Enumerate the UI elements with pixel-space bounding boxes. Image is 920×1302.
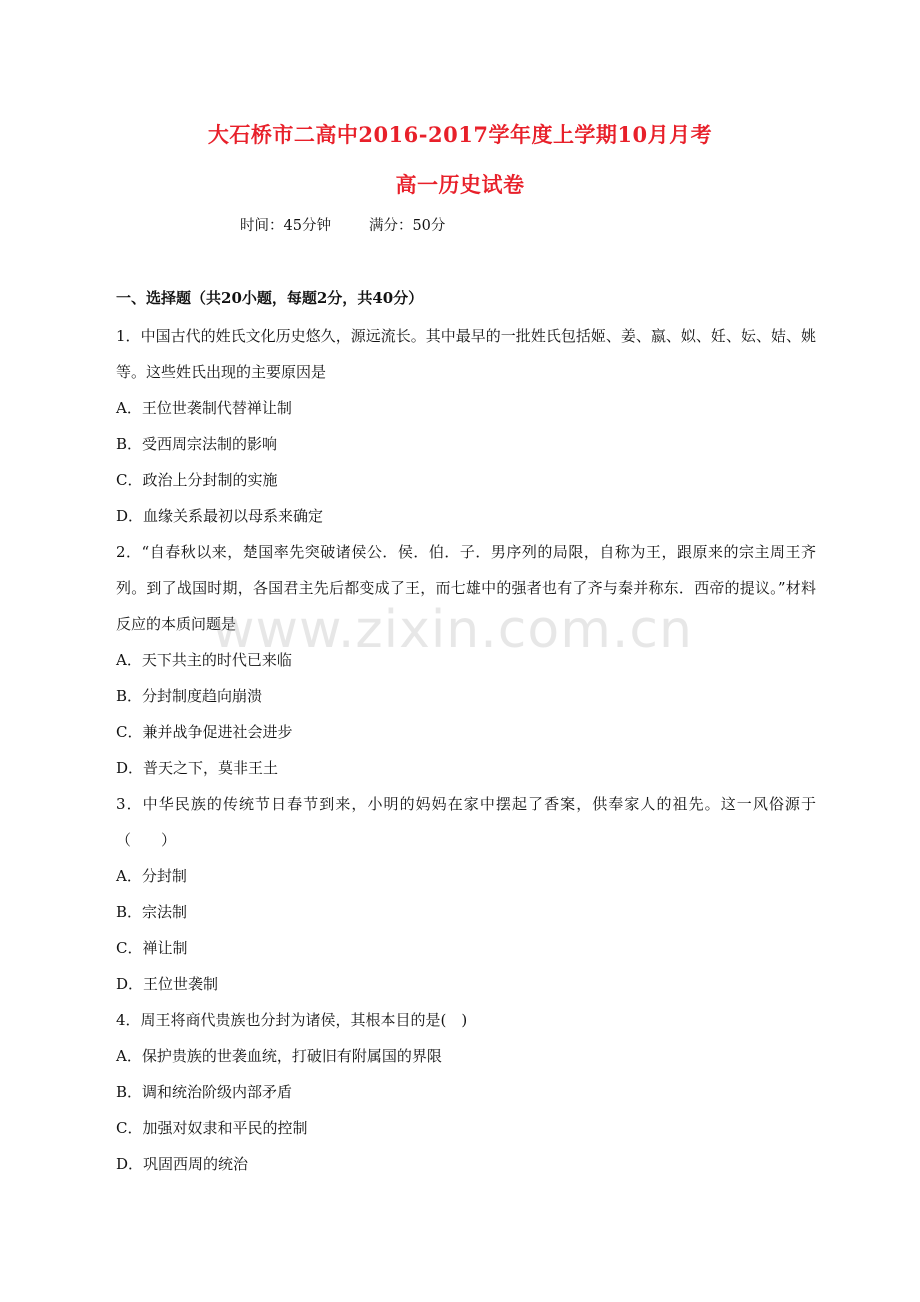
option-b: B．调和统治阶级内部矛盾 (116, 1083, 293, 1101)
question-stem: 4．周王将商代贵族也分封为诸侯，其根本目的是( ) (116, 1011, 468, 1029)
question-1 (116, 318, 816, 534)
option-d: D．巩固西周的统治 (116, 1155, 249, 1173)
exam-score: 满分：50分 (368, 218, 446, 234)
option-c: C．禅让制 (116, 939, 188, 957)
exam-subtitle: 高一历史试卷 (395, 172, 525, 197)
option-b: B．分封制度趋向崩溃 (116, 687, 263, 705)
option-d: D．血缘关系最初以母系来确定 (116, 507, 324, 525)
questions-list (116, 318, 816, 1182)
option-b: B．受西周宗法制的影响 (116, 435, 278, 453)
question-stem: 3．中华民族的传统节日春节到来，小明的妈妈在家中摆起了香案，供奉家人的祖先。这一风俗源于（ ） (116, 795, 816, 849)
exam-meta (240, 214, 445, 235)
option-d: D．王位世袭制 (116, 975, 219, 993)
option-b: B．宗法制 (116, 903, 188, 921)
question-2 (116, 534, 816, 786)
question-4 (116, 1002, 816, 1182)
exam-time: 时间：45分钟 (240, 218, 331, 234)
option-c: C．兼并战争促进社会进步 (116, 723, 293, 741)
exam-title: 大石桥市二高中2016-2017学年度上学期10月月考 (207, 122, 713, 147)
option-a: A．分封制 (116, 867, 187, 885)
option-c: C．加强对奴隶和平民的控制 (116, 1119, 308, 1137)
question-stem: 2．“自春秋以来，楚国率先突破诸侯公．侯．伯．子．男序列的局限，自称为王，跟原来的宗主周王齐列。到了战国时期，各国君主先后都变成了王，而七雄中的强者也有了齐与秦并称东．西帝的提议。”材料反应的本质问题是 (116, 543, 816, 633)
option-a: A．天下共主的时代已来临 (116, 651, 292, 669)
option-a: A．保护贵族的世袭血统，打破旧有附属国的界限 (116, 1047, 442, 1065)
option-d: D．普天之下，莫非王土 (116, 759, 279, 777)
watermark-text: www.zixin.com.cn (212, 600, 693, 660)
question-3 (116, 786, 816, 1002)
option-a: A．王位世袭制代替禅让制 (116, 399, 292, 417)
option-c: C．政治上分封制的实施 (116, 471, 278, 489)
section-heading: 一、选择题（共20小题，每题2分，共40分） (116, 289, 424, 307)
question-stem: 1．中国古代的姓氏文化历史悠久，源远流长。其中最早的一批姓氏包括姬、姜、嬴、姒、妊、妘、姞、姚等。这些姓氏出现的主要原因是 (116, 327, 816, 381)
